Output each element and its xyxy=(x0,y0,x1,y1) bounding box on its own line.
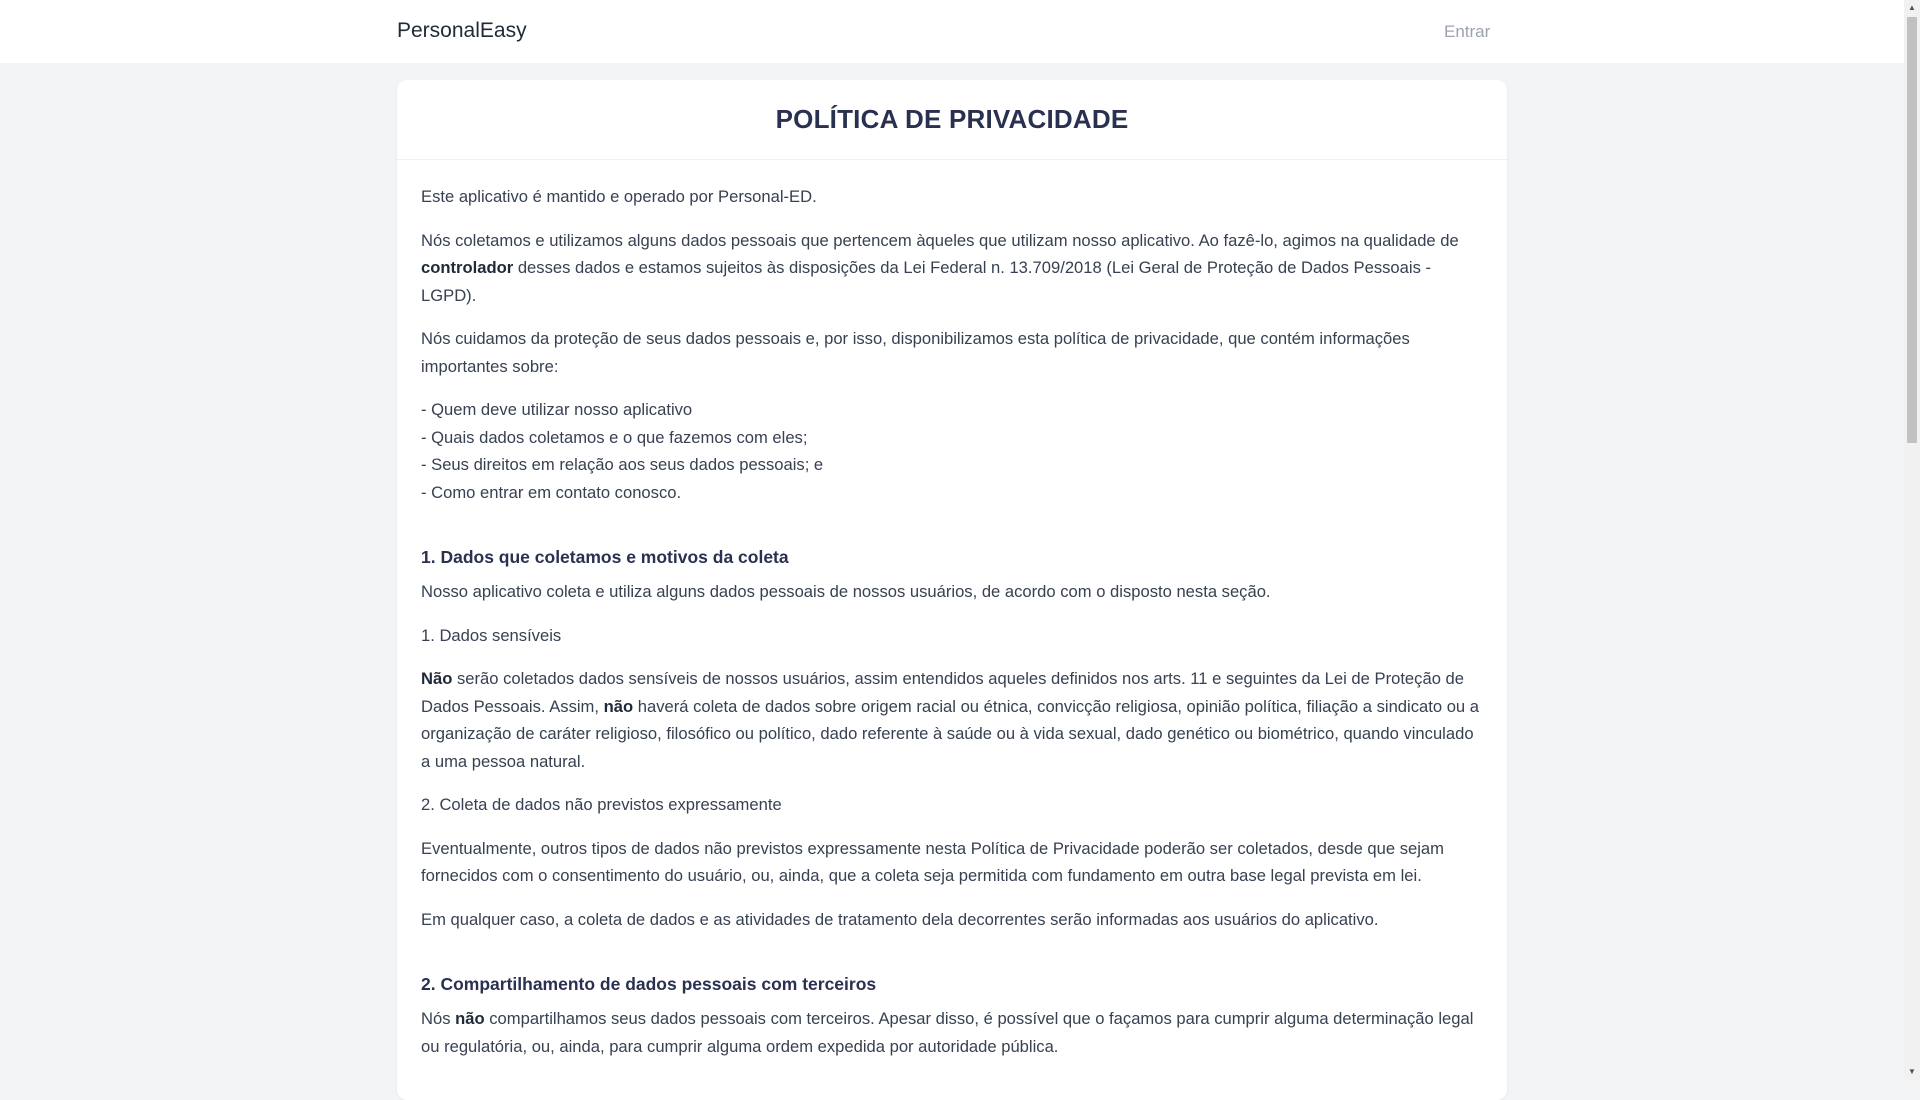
sharing-text-end: compartilhamos seus dados pessoais com terceiros. Apesar disso, é possível que o façamos para cumprir alguma determinação legal ou regulatória, ou, ainda, para cumprir alguma ordem expedida por autoridade pública. xyxy=(421,1009,1474,1056)
scrollbar-thumb[interactable] xyxy=(1907,17,1917,443)
policy-content xyxy=(397,160,1507,1060)
sensitive-text-1: serão coletados dados sensíveis de nossos usuários, assim entendidos aqueles definidos nos arts. 11 e seguintes da Lei de Proteção de Dados Pessoais. Assim, xyxy=(421,669,1464,716)
not-bold-2: não xyxy=(603,696,634,716)
controller-paragraph xyxy=(421,227,1483,310)
topics-list xyxy=(421,396,1483,506)
controller-text-end: desses dados e estamos sujeitos às disposições da Lei Federal n. 13.709/2018 (Lei Geral de Proteção de Dados Pessoais - LGPD). xyxy=(421,258,1432,305)
controller-text-start: Nós coletamos e utilizamos alguns dados pessoais que pertencem àqueles que utilizam nosso aplicativo. Ao fazê-lo, agimos na qualidade de xyxy=(421,230,1459,250)
list-item: - Seus direitos em relação aos seus dados pessoais; e xyxy=(421,455,824,474)
subsection-unforeseen-data-title: 2. Coleta de dados não previstos expressamente xyxy=(421,795,782,814)
controller-bold: controlador xyxy=(421,258,514,277)
top-navbar xyxy=(0,0,1904,63)
page-title: POLÍTICA DE PRIVACIDADE xyxy=(775,104,1129,134)
subsection-sensitive-data-title: 1. Dados sensíveis xyxy=(421,625,562,645)
unforeseen-data-paragraph: Eventualmente, outros tipos de dados não previstos expressamente nesta Política de Privacidade poderão ser coletados, desde que sejam fornecidos com o consentimento do usuário, ou, ainda, que a coleta seja permitida com fundamento em outra base legal prevista em lei. xyxy=(421,838,1444,885)
brand-logo-text[interactable]: PersonalEasy xyxy=(397,19,527,42)
intro-paragraph: Este aplicativo é mantido e operado por Personal-ED. xyxy=(421,187,817,206)
list-item: - Quais dados coletamos e o que fazemos com eles; xyxy=(421,427,808,447)
card-header xyxy=(397,80,1507,160)
sharing-paragraph xyxy=(421,1005,1483,1060)
login-link[interactable]: Entrar xyxy=(1444,22,1491,41)
section-1-heading: 1. Dados que coletamos e motivos da coleta xyxy=(421,547,789,567)
list-item: - Como entrar em contato conosco. xyxy=(421,482,682,502)
sharing-text-start: Nós xyxy=(421,1009,456,1028)
section-1-intro: Nosso aplicativo coleta e utiliza alguns dados pessoais de nossos usuários, de acordo com o disposto nesta seção. xyxy=(421,582,1271,601)
not-bold-1: Não xyxy=(421,669,453,688)
privacy-policy-card xyxy=(397,80,1507,1100)
scroll-down-icon[interactable]: ▼ xyxy=(1908,1067,1916,1076)
sharing-bold: não xyxy=(455,1009,485,1028)
section-2-heading: 2. Compartilhamento de dados pessoais com terceiros xyxy=(421,974,877,994)
list-item: - Quem deve utilizar nosso aplicativo xyxy=(421,400,693,419)
topics-intro-paragraph: Nós cuidamos da proteção de seus dados pessoais e, por isso, disponibilizamos esta política de privacidade, que contém informações importantes sobre: xyxy=(421,329,1410,376)
vertical-scrollbar[interactable] xyxy=(1904,0,1920,1080)
data-collection-info-paragraph: Em qualquer caso, a coleta de dados e as atividades de tratamento dela decorrentes serão informadas aos usuários do aplicativo. xyxy=(421,909,1379,929)
scroll-up-icon[interactable]: ▲ xyxy=(1908,3,1916,12)
sensitive-text-2: haverá coleta de dados sobre origem racial ou étnica, convicção religiosa, opinião política, filiação a sindicato ou a organização de caráter religioso, filosófico ou político, dado referente à saúde ou à vida sexual, dado genético ou biométrico, quando vinculado a uma pessoa natural. xyxy=(421,696,1479,771)
sensitive-data-paragraph xyxy=(421,665,1483,775)
